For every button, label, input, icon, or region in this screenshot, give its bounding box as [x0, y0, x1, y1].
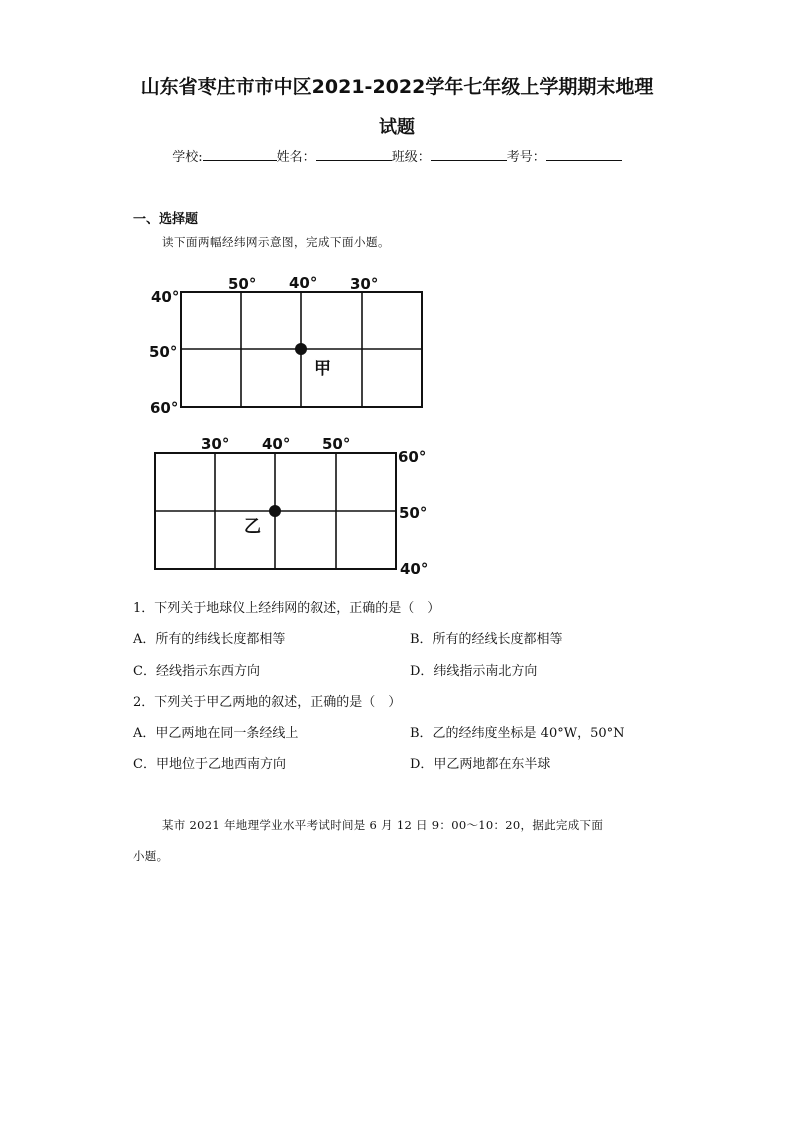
- graticule-map-1: [149, 274, 422, 417]
- map1-point-jia: [295, 343, 307, 355]
- question-1-option-b: B．所有的经线长度都相等: [410, 632, 563, 647]
- map1-top-label-3: 30°: [350, 275, 379, 293]
- question-1-stem: 1．下列关于地球仪上经纬网的叙述，正确的是（ ）: [133, 601, 441, 616]
- map2-top-label-3: 50°: [322, 435, 351, 453]
- name-label: 姓名：: [276, 150, 316, 165]
- map2-point-label: 乙: [244, 517, 261, 537]
- document-title: 山东省枣庄市市中区2021-2022学年七年级上学期期末地理: [140, 76, 654, 98]
- question-2-option-c: C．甲地位于乙地西南方向: [133, 757, 286, 772]
- map1-side-label-1: 40°: [151, 288, 180, 306]
- number-label: 考号：: [506, 150, 546, 165]
- document-title-line2: 试题: [379, 117, 415, 138]
- question-2-option-b: B．乙的经纬度坐标是 40°W，50°N: [410, 726, 625, 741]
- school-label: 学校:: [172, 150, 203, 165]
- map1-side-label-3: 60°: [150, 399, 179, 417]
- section-heading: 一、选择题: [133, 212, 199, 227]
- map1-top-label-1: 50°: [228, 275, 257, 293]
- question-2-option-d: D．甲乙两地都在东半球: [410, 757, 551, 772]
- passage-line-1: 某市 2021 年地理学业水平考试时间是 6 月 12 日 9：00～10：20，据此完成下面: [162, 818, 604, 832]
- map2-side-label-1: 60°: [398, 448, 427, 466]
- map2-point-yi: [269, 505, 281, 517]
- passage-line-2: 小题。: [133, 849, 169, 863]
- question-1-option-d: D．纬线指示南北方向: [410, 664, 538, 679]
- graticule-map-2: [155, 435, 428, 578]
- question-intro: 读下面两幅经纬网示意图，完成下面小题。: [162, 235, 390, 249]
- question-2-stem: 2．下列关于甲乙两地的叙述，正确的是（ ）: [133, 695, 402, 710]
- map2-top-label-2: 40°: [262, 435, 291, 453]
- question-1-option-a: A．所有的纬线长度都相等: [133, 632, 286, 647]
- map2-side-label-2: 50°: [399, 504, 428, 522]
- map1-top-label-2: 40°: [289, 274, 318, 292]
- question-2-option-a: A．甲乙两地在同一条经线上: [133, 726, 299, 741]
- map2-side-label-3: 40°: [400, 560, 429, 578]
- class-label: 班级：: [391, 150, 431, 165]
- map2-top-label-1: 30°: [201, 435, 230, 453]
- question-1-option-c: C．经线指示东西方向: [133, 664, 260, 679]
- map1-point-label: 甲: [314, 359, 331, 379]
- map1-side-label-2: 50°: [149, 343, 178, 361]
